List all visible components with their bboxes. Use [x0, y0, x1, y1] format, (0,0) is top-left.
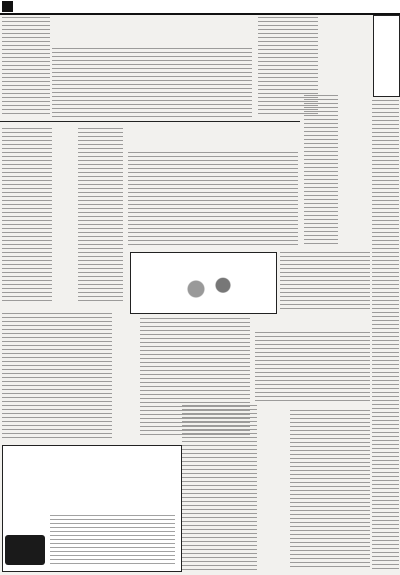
right-column-banner: [373, 15, 400, 97]
ad-text: [50, 515, 175, 565]
ad-badge: [5, 535, 45, 565]
cartoon-image: [160, 270, 250, 308]
header-bar: [0, 0, 400, 15]
star-text: [255, 332, 370, 402]
bottom-left-text: [2, 313, 112, 441]
guild-text-2: [290, 410, 370, 570]
divider: [0, 121, 300, 122]
left-column-text: [2, 17, 50, 117]
feature-text: [304, 95, 338, 245]
insurance-text: [2, 128, 52, 303]
right-column-text: [372, 100, 399, 570]
page-number: [2, 1, 13, 12]
insurance-text-2: [78, 128, 123, 303]
cartoon-side-text: [280, 252, 370, 312]
mid-article-text: [128, 152, 298, 247]
guild-text: [182, 405, 257, 570]
main-article-text: [52, 48, 252, 118]
